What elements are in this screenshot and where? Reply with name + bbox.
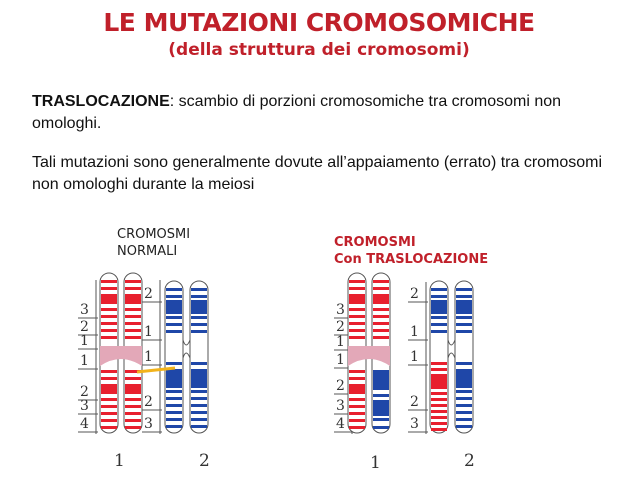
trans-chrom1-translocated-block <box>373 370 389 390</box>
normal-chrom1-band <box>101 336 117 339</box>
trans-chrom1-band <box>349 287 365 290</box>
trans-chromosome-2 <box>430 281 473 433</box>
trans-c1-band-label: 3 <box>336 302 345 318</box>
trans-c1-band-label: 1 <box>336 352 345 368</box>
trans-chrom2-band <box>456 330 472 333</box>
trans-chrom2-band <box>456 323 472 326</box>
trans-c1-band-label: 3 <box>336 398 345 414</box>
trans-chrom1-band <box>349 405 365 408</box>
trans-chrom1-band <box>349 412 365 415</box>
normal-chrom2-band <box>191 288 207 291</box>
normal-chrom1-band <box>101 370 117 373</box>
trans-chrom2-translocated-band <box>431 410 447 413</box>
normal-chrom2-bracket <box>142 280 162 434</box>
trans-chrom2-band <box>431 295 447 298</box>
trans-chrom1-name: 1 <box>370 453 381 473</box>
trans-chrom1-band <box>349 419 365 422</box>
normal-chrom1-band <box>125 398 141 401</box>
trans-chrom1-band <box>349 315 365 318</box>
normal-chrom2-band <box>166 397 182 400</box>
normal-chrom2-band <box>191 323 207 326</box>
normal-chrom1-band <box>101 315 117 318</box>
trans-chrom2-translocated-block <box>431 376 447 386</box>
normal-chrom2-band-dark <box>191 300 207 314</box>
trans-chrom2-band <box>456 295 472 298</box>
normal-chrom1-band <box>125 412 141 415</box>
trans-chrom2-band <box>431 323 447 326</box>
normal-chrom1-band <box>101 426 117 429</box>
page-title: LE MUTAZIONI CROMOSOMICHE <box>103 8 535 37</box>
trans-chrom2-band <box>456 316 472 319</box>
normal-chromosome-2 <box>165 281 208 433</box>
trans-chrom1-band <box>349 329 365 332</box>
term-traslocazione: TRASLOCAZIONE <box>32 93 170 110</box>
trans-c2-band-label: 3 <box>410 416 419 432</box>
normal-chrom1-band <box>101 280 117 283</box>
trans-chrom1-translocated-band <box>373 394 389 397</box>
normal-chrom1-band <box>125 315 141 318</box>
normal-label-line2: NORMALI <box>117 244 178 259</box>
normal-chrom1-bracket <box>78 280 98 434</box>
trans-c2-band-label: 1 <box>410 324 419 340</box>
normal-chrom2-band <box>166 362 182 365</box>
trans-chrom2-translocated-band <box>431 422 447 425</box>
normal-chrom2-band <box>166 316 182 319</box>
normal-c1-band-label: 1 <box>80 353 89 369</box>
normal-label-line1: CROMOSMI <box>117 227 191 242</box>
trans-c1-band-label: 2 <box>336 378 345 394</box>
trans-chrom2-band-dark <box>456 300 472 314</box>
trans-chrom1-translocated-band <box>373 426 389 429</box>
normal-chrom2-name: 2 <box>199 451 210 471</box>
normal-chrom1-band <box>125 329 141 332</box>
normal-chrom1-band <box>125 336 141 339</box>
trans-chrom2-band <box>456 369 472 372</box>
trans-chrom2-band <box>456 397 472 400</box>
trans-chrom2-band <box>456 425 472 428</box>
normal-c1-band-label: 1 <box>80 333 89 349</box>
trans-chromosome-1 <box>348 273 390 433</box>
trans-label-line2: Con TRASLOCAZIONE <box>334 252 489 267</box>
normal-chrom1-band <box>101 419 117 422</box>
normal-chrom2-band <box>191 369 207 372</box>
normal-chrom2-band <box>166 404 182 407</box>
normal-chrom2-band <box>166 411 182 414</box>
normal-chrom2-band <box>166 295 182 298</box>
normal-chrom2-band <box>191 295 207 298</box>
normal-chrom1-band-dark <box>125 296 141 304</box>
trans-chrom2-band <box>456 404 472 407</box>
normal-chrom1-band <box>101 322 117 325</box>
normal-chrom2-band <box>166 288 182 291</box>
trans-chrom1-band <box>349 280 365 283</box>
trans-chrom2-band <box>431 288 447 291</box>
trans-chrom1-band <box>373 322 389 325</box>
normal-chrom1-band-dark <box>125 384 141 394</box>
trans-label-line1: CROMOSMI <box>334 235 416 250</box>
normal-chrom1-band <box>125 405 141 408</box>
trans-chrom1-band-dark <box>373 296 389 304</box>
trans-chrom1-band <box>373 315 389 318</box>
trans-chrom2-band <box>456 362 472 365</box>
normal-chrom1-name: 1 <box>114 451 125 471</box>
trans-chrom1-band <box>349 308 365 311</box>
normal-chrom1-band <box>101 287 117 290</box>
normal-chrom2-band-dark <box>191 372 207 388</box>
trans-chrom2-translocated-band <box>431 386 447 389</box>
normal-chrom2-band <box>166 425 182 428</box>
normal-chrom2-band <box>191 390 207 393</box>
trans-chrom2-band <box>456 418 472 421</box>
trans-c1-band-label: 2 <box>336 319 345 335</box>
normal-chrom2-band <box>166 390 182 393</box>
normal-chrom2-band <box>191 418 207 421</box>
normal-c1-band-label: 2 <box>80 384 89 400</box>
trans-chrom1-band-dark <box>349 296 365 304</box>
trans-chrom2-translocated-band <box>431 398 447 401</box>
trans-chrom1-band <box>349 398 365 401</box>
trans-chrom2-band <box>431 330 447 333</box>
normal-chrom1-band <box>125 377 141 380</box>
normal-c2-band-label: 1 <box>144 349 153 365</box>
trans-chrom1-band <box>349 336 365 339</box>
normal-c2-band-label: 3 <box>144 416 153 432</box>
trans-chrom1-band <box>349 322 365 325</box>
normal-c1-band-label: 3 <box>80 398 89 414</box>
trans-chrom2-name: 2 <box>464 451 475 471</box>
trans-c2-band-label: 2 <box>410 394 419 410</box>
normal-chrom2-band <box>166 418 182 421</box>
trans-chrom1-band <box>373 308 389 311</box>
trans-c1-band-label: 4 <box>336 416 345 432</box>
trans-c2-band-label: 2 <box>410 286 419 302</box>
normal-chrom2-band <box>191 316 207 319</box>
normal-chrom1-band <box>101 308 117 311</box>
trans-chrom1-band <box>373 336 389 339</box>
normal-chrom2-centromere <box>183 340 190 358</box>
normal-chrom1-band <box>125 287 141 290</box>
normal-chrom1-band <box>101 377 117 380</box>
normal-chrom1-band <box>101 329 117 332</box>
normal-c2-band-label: 2 <box>144 394 153 410</box>
normal-c2-band-label: 2 <box>144 286 153 302</box>
trans-chrom2-translocated-band <box>431 362 447 365</box>
trans-chrom1-band-dark <box>349 384 365 394</box>
normal-chrom2-band <box>191 397 207 400</box>
trans-chrom2-translocated-band <box>431 428 447 431</box>
trans-chrom2-translocated-band <box>431 416 447 419</box>
normal-chrom2-band <box>191 411 207 414</box>
normal-chrom2-band <box>191 425 207 428</box>
trans-chrom1-translocated-band <box>373 418 389 421</box>
normal-c1-band-label: 2 <box>80 319 89 335</box>
trans-chrom2-band <box>456 411 472 414</box>
trans-chrom2-band <box>431 316 447 319</box>
normal-chrom1-band <box>101 412 117 415</box>
normal-chrom2-band <box>166 323 182 326</box>
trans-chrom2-translocated-band <box>431 404 447 407</box>
trans-chrom2-band <box>456 390 472 393</box>
trans-chrom1-band <box>349 370 365 373</box>
normal-chrom2-band <box>191 404 207 407</box>
definition-text: : scambio di porzioni cromosomiche tra cromosomi non omologhi. <box>32 93 562 132</box>
normal-chrom1-band <box>125 419 141 422</box>
trans-chrom1-band <box>373 287 389 290</box>
normal-chrom1-band <box>101 398 117 401</box>
normal-chrom2-band <box>191 362 207 365</box>
normal-chrom1-band <box>125 426 141 429</box>
trans-chrom2-translocated-band <box>431 392 447 395</box>
trans-chrom2-centromere <box>448 340 455 358</box>
trans-chrom1-band <box>373 280 389 283</box>
trans-c2-band-label: 1 <box>410 349 419 365</box>
cause-paragraph: Tali mutazioni sono generalmente dovute all’appaiamento (errato) tra cromosomi non omologhi durante la meiosi <box>32 154 603 193</box>
normal-chromosome-1 <box>100 273 142 433</box>
normal-chrom1-band <box>125 322 141 325</box>
trans-c1-band-label: 1 <box>336 334 345 350</box>
trans-chrom2-bracket <box>408 282 428 434</box>
trans-chrom1-band <box>373 329 389 332</box>
trans-chrom2-band <box>456 288 472 291</box>
trans-chrom2-band-dark <box>456 372 472 388</box>
normal-chrom2-band <box>191 330 207 333</box>
normal-chrom1-band-dark <box>101 384 117 394</box>
trans-chrom1-band <box>349 377 365 380</box>
normal-chrom1-band <box>125 280 141 283</box>
normal-chrom2-band <box>166 330 182 333</box>
normal-chrom1-band <box>125 308 141 311</box>
trans-chrom1-band <box>349 426 365 429</box>
normal-chrom1-band <box>101 405 117 408</box>
trans-chrom2-translocated-band <box>431 368 447 371</box>
page-subtitle: (della struttura dei cromosomi) <box>168 40 470 60</box>
normal-c1-band-label: 3 <box>80 302 89 318</box>
normal-chrom2-band-dark <box>166 300 182 314</box>
normal-chrom2-band-dark <box>166 372 182 388</box>
normal-chrom1-band-dark <box>101 296 117 304</box>
trans-chrom1-translocated-block <box>373 400 389 416</box>
normal-c1-band-label: 4 <box>80 416 89 432</box>
trans-chrom2-band-dark <box>431 300 447 314</box>
normal-c2-band-label: 1 <box>144 324 153 340</box>
